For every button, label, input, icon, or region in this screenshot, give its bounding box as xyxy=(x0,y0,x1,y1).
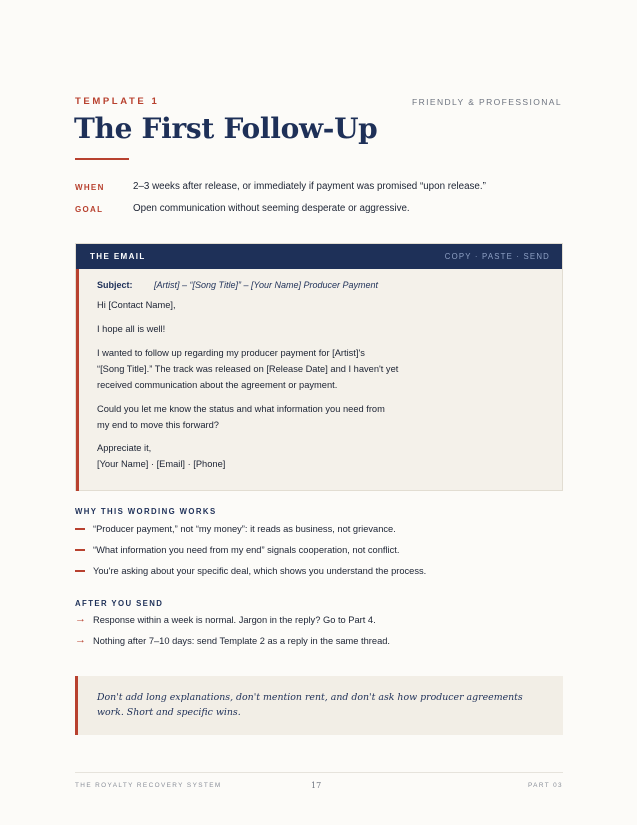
tip-callout xyxy=(75,676,563,735)
email-line: “[Song Title].” The track was released on [Release Date] and I haven't yet xyxy=(97,364,399,374)
why-item-text: “Producer payment,” not “my money”: it reads as business, not grievance. xyxy=(93,524,396,534)
tone-label: FRIENDLY & PROFESSIONAL xyxy=(412,97,562,107)
email-line: Could you let me know the status and what information you need from xyxy=(97,404,385,414)
dash-icon xyxy=(75,549,85,551)
dash-icon xyxy=(75,570,85,572)
meta-goal-key: GOAL xyxy=(75,205,104,214)
footer-part-label: PART 03 xyxy=(527,782,563,789)
email-line: my end to move this forward? xyxy=(97,420,219,430)
arrow-right-icon: → xyxy=(75,613,86,625)
page-title: The First Follow-Up xyxy=(74,112,378,145)
meta-when-value: 2–3 weeks after release, or immediately if payment was promised “upon release.” xyxy=(133,181,486,192)
dash-icon xyxy=(75,528,85,530)
template-label: TEMPLATE 1 xyxy=(75,96,160,107)
page-number: 17 xyxy=(311,781,322,790)
email-line-greeting: Hi [Contact Name], xyxy=(97,300,176,310)
arrow-right-icon: → xyxy=(75,634,86,646)
after-heading: AFTER YOU SEND xyxy=(75,599,164,608)
email-subject-value: [Artist] – “[Song Title]” – [Your Name] Producer Payment xyxy=(154,280,379,290)
email-line-signoff: Appreciate it, xyxy=(97,443,152,453)
after-item-text: Nothing after 7–10 days: send Template 2 as a reply in the same thread. xyxy=(93,636,390,646)
title-underline xyxy=(75,158,129,160)
footer-book-title: THE ROYALTY RECOVERY SYSTEM xyxy=(75,782,222,789)
meta-goal-value: Open communication without seeming desperate or aggressive. xyxy=(133,203,410,214)
why-heading: WHY THIS WORDING WORKS xyxy=(75,507,217,516)
after-item-text: Response within a week is normal. Jargon in the reply? Go to Part 4. xyxy=(93,615,376,625)
email-line: received communication about the agreement or payment. xyxy=(97,380,338,390)
email-heading: THE EMAIL xyxy=(90,252,146,261)
page-header xyxy=(75,96,562,110)
email-card-header xyxy=(76,244,562,269)
why-item-text: You're asking about your specific deal, which shows you understand the process. xyxy=(93,566,427,576)
email-template-card xyxy=(75,243,563,491)
footer-divider xyxy=(75,772,563,773)
meta-when-key: WHEN xyxy=(75,183,105,192)
email-line-signature: [Your Name] · [Email] · [Phone] xyxy=(97,459,226,469)
email-actions-label: COPY · PASTE · SEND xyxy=(444,252,550,261)
email-line: I hope all is well! xyxy=(97,324,166,334)
tip-callout-text: Don't add long explanations, don't mention rent, and don't ask how producer agreements work. Short and specific wins. xyxy=(97,692,523,718)
email-subject-key: Subject: xyxy=(97,280,133,290)
why-item-text: “What information you need from my end” signals cooperation, not conflict. xyxy=(93,545,400,555)
email-body[interactable] xyxy=(76,269,562,491)
email-line: I wanted to follow up regarding my producer payment for [Artist]'s xyxy=(97,348,365,358)
